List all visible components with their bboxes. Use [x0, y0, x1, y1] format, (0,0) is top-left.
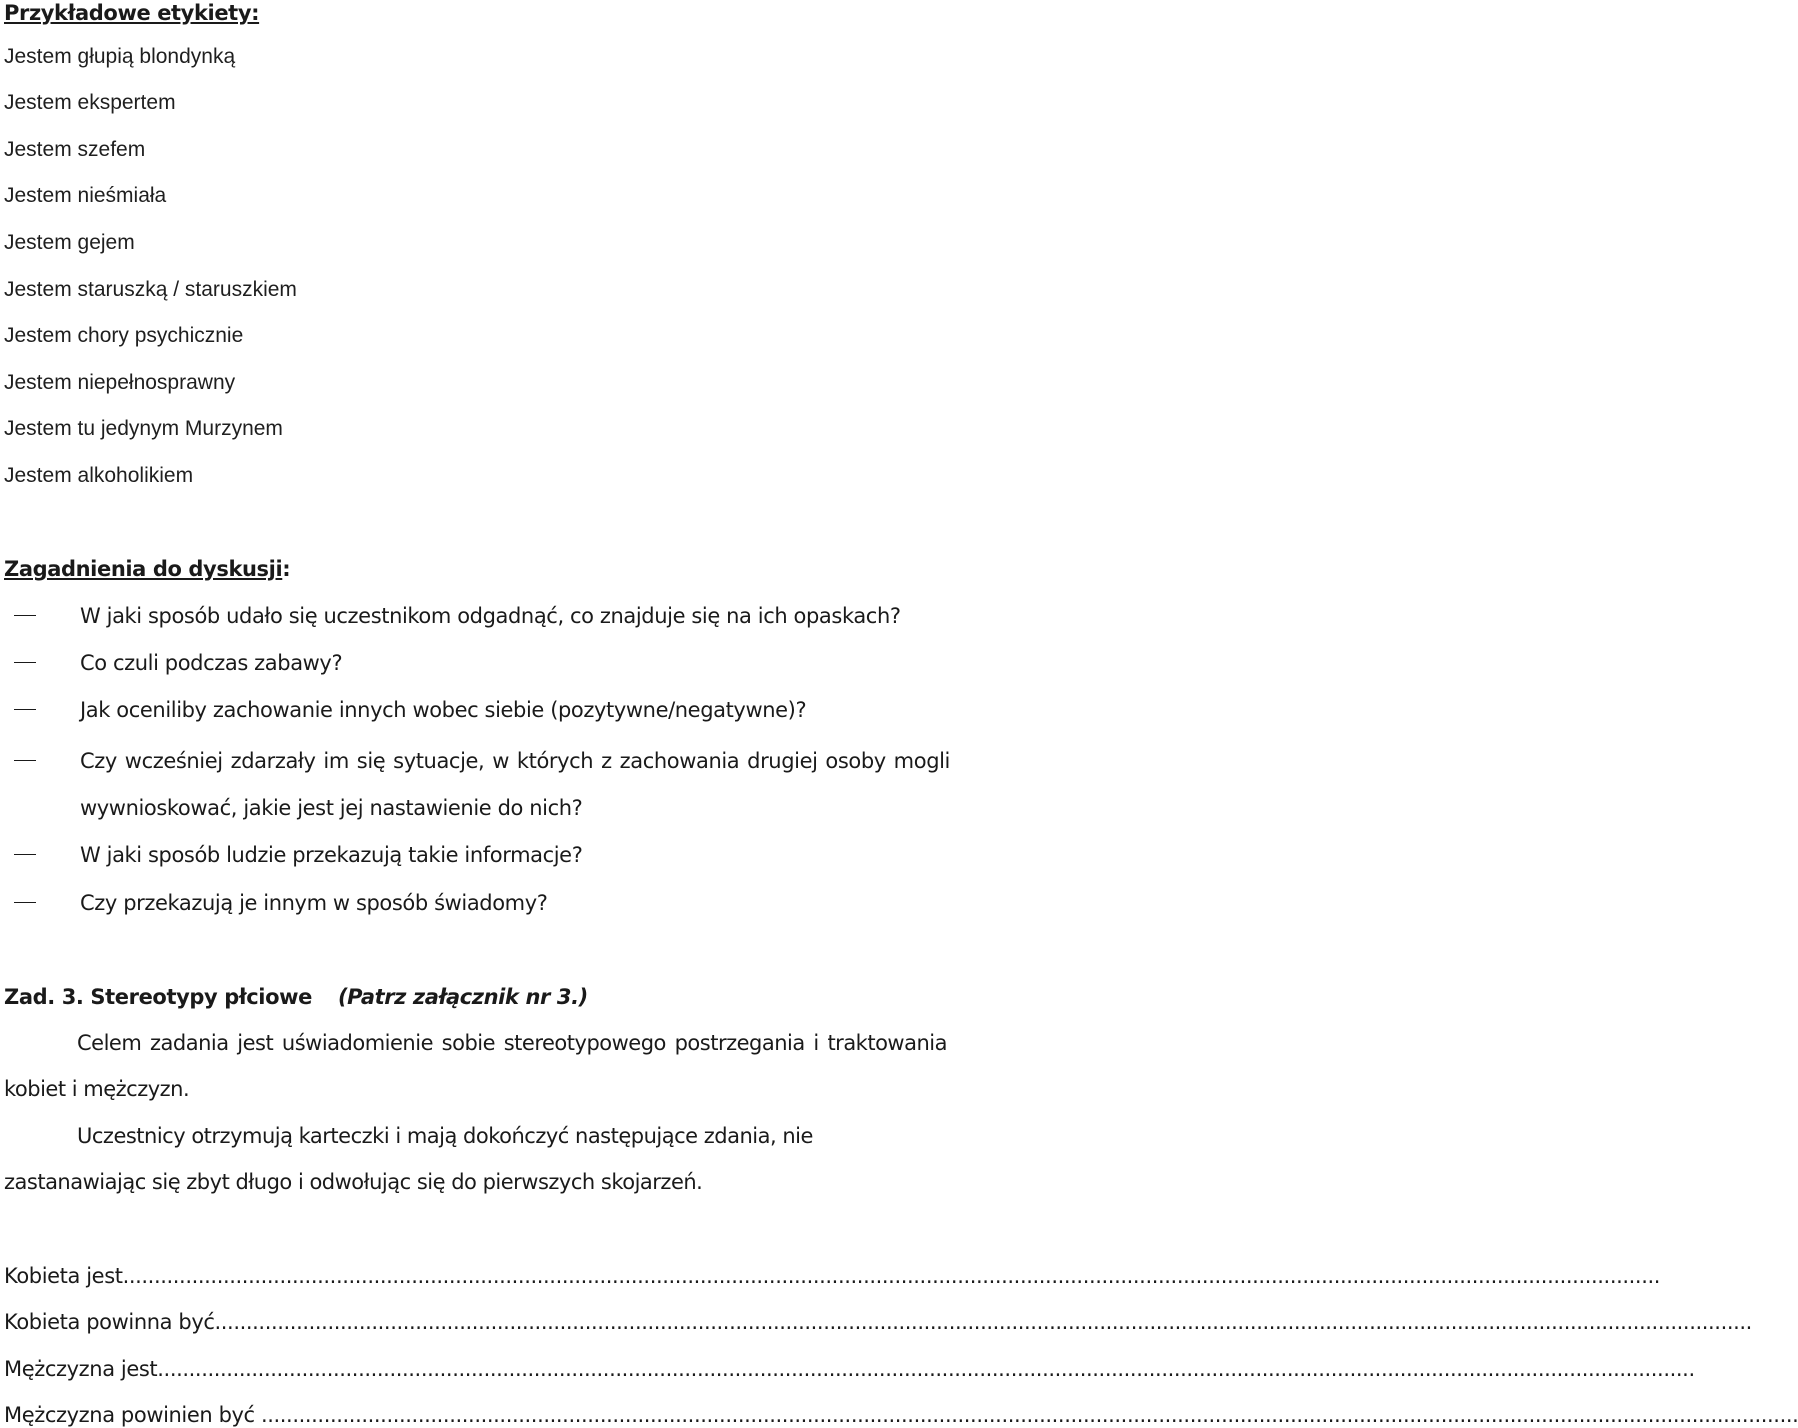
label-item: Jestem szefem: [4, 138, 146, 161]
sentence-blank: .....................................................................................................................................................................................................................................................: [260, 1403, 1798, 1427]
labels-heading-text: Przykładowe etykiety:: [4, 1, 260, 25]
discussion-item-text: Jak oceniliby zachowanie innych wobec siebie (pozytywne/negatywne)?: [80, 698, 807, 722]
dash-bullet-icon: [14, 902, 36, 903]
sentence-stem: Mężczyzna powinien być: [4, 1403, 261, 1427]
discussion-item-text: Czy wcześniej zdarzały im się sytuacje, w których z zachowania drugiej osoby mogli: [80, 749, 950, 773]
sentence-to-complete: [4, 1263, 1661, 1289]
sentence-to-complete: [4, 1402, 1798, 1428]
task-paragraph-line: Uczestnicy otrzymują karteczki i mają dokończyć następujące zdania, nie: [77, 1124, 813, 1148]
discussion-item-text: Co czuli podczas zabawy?: [80, 651, 343, 675]
task-paragraph-line: zastanawiając się zbyt długo i odwołując się do pierwszych skojarzeń.: [4, 1170, 703, 1194]
label-item: Jestem staruszką / staruszkiem: [4, 278, 297, 301]
discussion-item-text: W jaki sposób udało się uczestnikom odgadnąć, co znajduje się na ich opaskach?: [80, 604, 901, 628]
label-item: Jestem niepełnosprawny: [4, 371, 236, 394]
discussion-item-continuation: wywnioskować, jakie jest jej nastawienie do nich?: [80, 796, 583, 820]
sentence-stem: Kobieta powinna być: [4, 1310, 215, 1334]
dash-bullet-icon: [14, 760, 36, 761]
sentence-stem: Kobieta jest: [4, 1264, 123, 1288]
sentence-blank: .....................................................................................................................................................................................................................................................: [122, 1264, 1661, 1288]
label-item: Jestem chory psychicznie: [4, 324, 244, 347]
task-paragraph-line: Celem zadania jest uświadomienie sobie stereotypowego postrzegania i traktowania: [77, 1031, 947, 1055]
label-item: Jestem gejem: [4, 231, 135, 254]
dash-bullet-icon: [14, 709, 36, 710]
discussion-heading-colon: :: [282, 557, 291, 581]
sentence-to-complete: [4, 1356, 1695, 1382]
label-item: Jestem głupią blondynką: [4, 45, 236, 68]
dash-bullet-icon: [14, 662, 36, 663]
task-heading: [4, 984, 588, 1010]
label-item: Jestem ekspertem: [4, 91, 176, 114]
dash-bullet-icon: [14, 615, 36, 616]
dash-bullet-icon: [14, 854, 36, 855]
discussion-heading-text: Zagadnienia do dyskusji: [4, 557, 283, 581]
labels-heading: [4, 0, 259, 26]
sentence-blank: .....................................................................................................................................................................................................................................................: [157, 1357, 1695, 1381]
task-title: Zad. 3. Stereotypy płciowe: [4, 985, 312, 1009]
task-reference: (Patrz załącznik nr 3.): [337, 985, 588, 1009]
label-item: Jestem nieśmiała: [4, 184, 167, 207]
discussion-item-text: W jaki sposób ludzie przekazują takie informacje?: [80, 843, 583, 867]
sentence-blank: .....................................................................................................................................................................................................................................................: [214, 1310, 1752, 1334]
label-item: Jestem alkoholikiem: [4, 464, 194, 487]
sentence-stem: Mężczyzna jest: [4, 1357, 158, 1381]
task-paragraph-line: kobiet i mężczyzn.: [4, 1077, 190, 1101]
discussion-heading: [4, 556, 290, 582]
sentence-to-complete: [4, 1309, 1752, 1335]
discussion-item-text: Czy przekazują je innym w sposób świadomy?: [80, 891, 548, 915]
label-item: Jestem tu jedynym Murzynem: [4, 417, 283, 440]
